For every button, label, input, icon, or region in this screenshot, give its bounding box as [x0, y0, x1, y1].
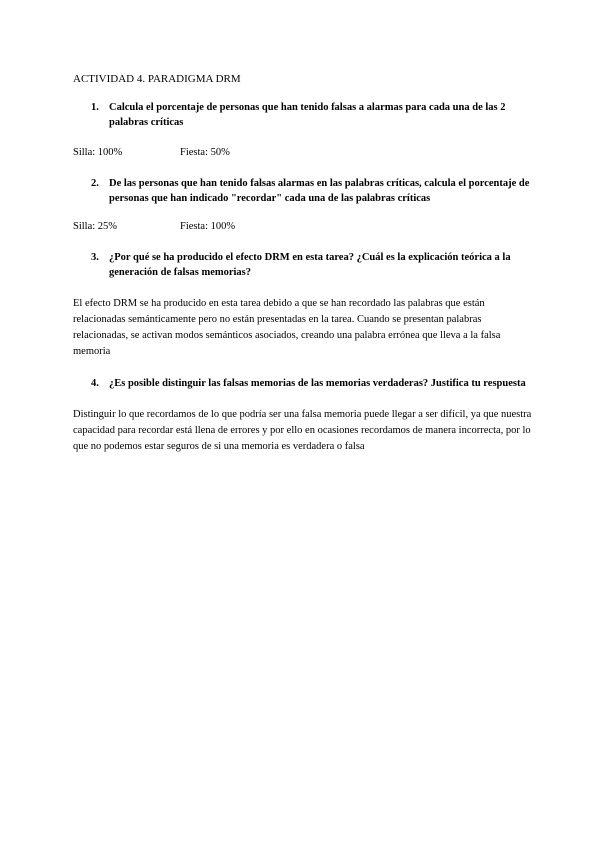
question-4: [91, 376, 533, 391]
answer-paragraph-3: El efecto DRM se ha producido en esta tarea debido a que se han recordado las palabras que están relacionadas semánticamente pero no están presentadas en la tarea. Cuando se presentan palabras relacionadas, se activan modos semánticos asociados, creando una palabra errónea que lleva a la falsa memoria: [73, 298, 501, 357]
question-3: [91, 250, 533, 280]
answer-row-1: [73, 146, 533, 160]
answer-paragraph-4: Distinguir lo que recordamos de lo que podría ser una falsa memoria puede llegar a ser difícil, ya que nuestra capacidad para recordar está llena de errores y por ello en ocasiones recordamos de manera incorrecta, por lo que no podemos estar seguros de si una memoria es verdadera o falsa: [73, 409, 532, 452]
document-title: ACTIVIDAD 4. PARADIGMA DRM: [73, 73, 241, 85]
answer-silla: Silla: 100%: [73, 147, 123, 158]
question-number: 1.: [91, 102, 99, 113]
question-number: 2.: [91, 178, 99, 189]
document-page: [73, 72, 533, 469]
answer-fiesta: Fiesta: 50%: [180, 147, 230, 158]
question-2: [91, 176, 533, 206]
question-number: 3.: [91, 252, 99, 263]
answer-silla: Silla: 25%: [73, 221, 118, 232]
question-text: Calcula el porcentaje de personas que han tenido falsas a alarmas para cada una de las 2 palabras críticas: [109, 102, 506, 128]
question-text: ¿Es posible distinguir las falsas memorias de las memorias verdaderas? Justifica tu respuesta: [109, 378, 526, 389]
question-text: ¿Por qué se ha producido el efecto DRM en esta tarea? ¿Cuál es la explicación teórica a la generación de falsas memorias?: [109, 252, 511, 278]
answer-fiesta: Fiesta: 100%: [180, 221, 236, 232]
answer-row-2: [73, 220, 533, 234]
question-1: [91, 100, 533, 130]
question-text: De las personas que han tenido falsas alarmas en las palabras críticas, calcula el porcentaje de personas que han indicado "recordar" cada una de las palabras críticas: [109, 178, 530, 204]
question-number: 4.: [91, 378, 99, 389]
